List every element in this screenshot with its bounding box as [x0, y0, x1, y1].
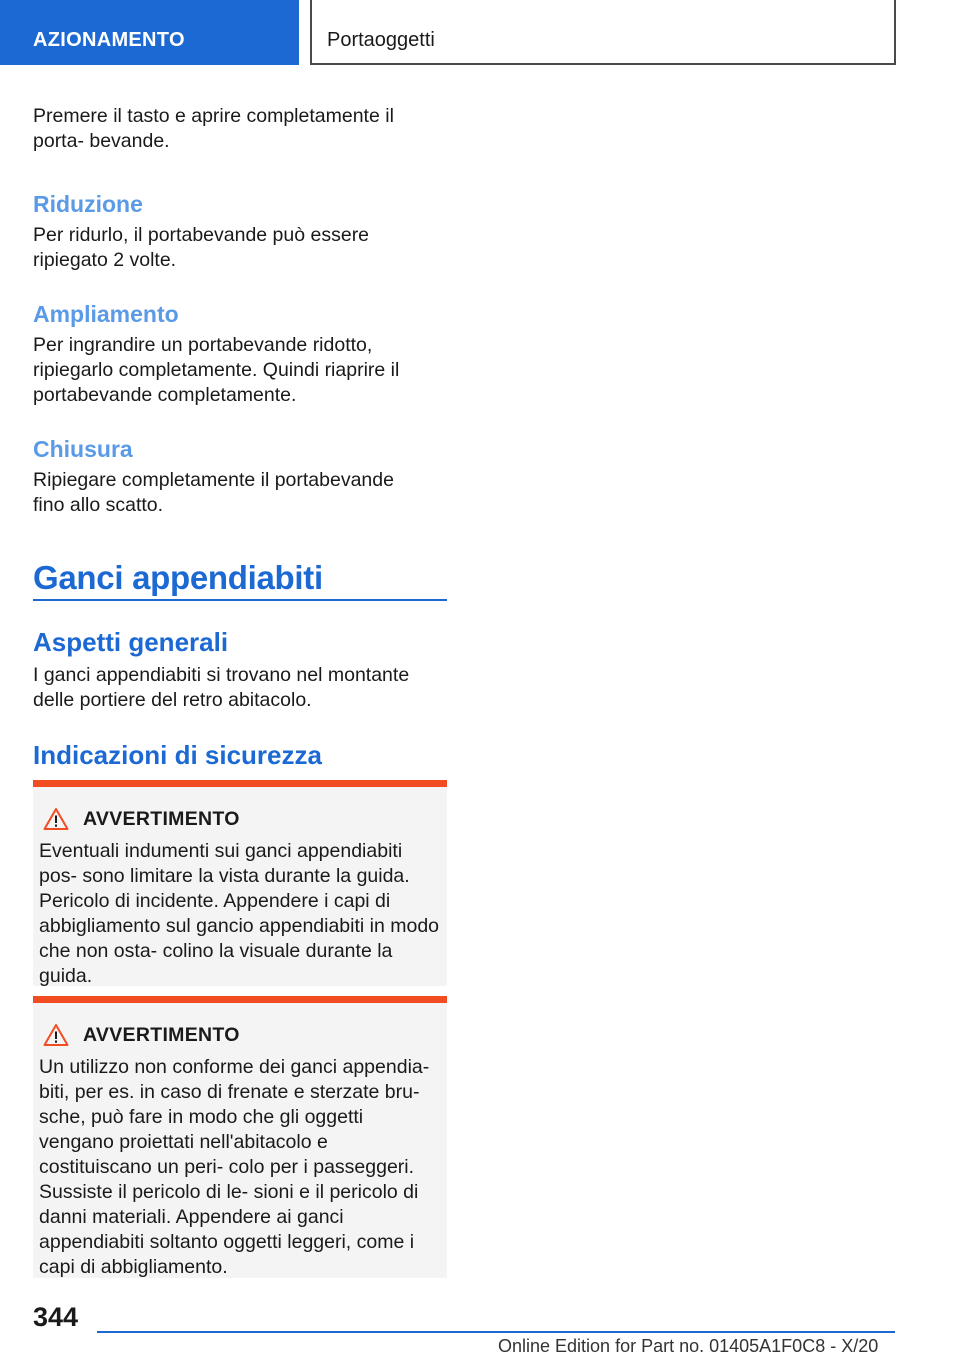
aspetti-section: [33, 626, 447, 713]
ganci-heading: Ganci appendiabiti: [33, 559, 323, 596]
warning-triangle-icon: [43, 1023, 69, 1047]
footer-edition: Online Edition for Part no. 01405A1F0C8 - X/20: [498, 1336, 879, 1356]
chiusura-text: Ripiegare completamente il portabevande fino allo scatto.: [33, 469, 394, 516]
sicurezza-heading: Indicazioni di sicurezza: [33, 740, 322, 770]
warning-header: [39, 1023, 441, 1047]
warning-header: [39, 807, 441, 831]
warning-triangle-icon: [43, 807, 69, 831]
intro-text: Premere il tasto e aprire completamente il porta- bevande.: [33, 105, 394, 152]
chapter-title: Portaoggetti: [310, 0, 896, 65]
warning-box: [33, 780, 447, 986]
page-number: 344: [33, 1302, 79, 1332]
aspetti-heading: Aspetti generali: [33, 627, 229, 657]
sicurezza-heading-block: [33, 739, 447, 771]
warning-title: AVVERTIMENTO: [83, 807, 240, 830]
warning-text: Un utilizzo non conforme dei ganci appendia- biti, per es. in caso di frenate e sterzate bru- sche, può fare in modo che gli oggetti vengano proiettati nell'abitacolo e costituiscano un peri- colo per i passeggeri. Sussiste il pericolo di le- sioni e il pericolo di danni materiali. Appendere ai ganci appendiabiti soltanto oggetti leggeri, come i capi di abbigliamento.: [39, 1056, 430, 1278]
ampliamento-section: [33, 300, 447, 408]
warning-title: AVVERTIMENTO: [83, 1023, 240, 1046]
riduzione-heading: Riduzione: [33, 191, 143, 217]
aspetti-text: I ganci appendiabiti si trovano nel montante delle portiere del retro abitacolo.: [33, 664, 410, 711]
warning-box: [33, 996, 447, 1278]
riduzione-text: Per ridurlo, il portabevande può essere ripiegato 2 volte.: [33, 224, 370, 271]
footer-rule: [97, 1331, 895, 1333]
ampliamento-text: Per ingrandire un portabevande ridotto, ripiegarlo completamente. Quindi riaprire il portabevande completamente.: [33, 334, 400, 406]
heading-rule: [33, 599, 447, 601]
chiusura-section: [33, 435, 447, 518]
intro-paragraph: [33, 104, 447, 154]
ampliamento-heading: Ampliamento: [33, 301, 179, 327]
chiusura-heading: Chiusura: [33, 436, 133, 462]
section-tab: AZIONAMENTO: [0, 0, 299, 65]
warning-text: Eventuali indumenti sui ganci appendiabiti pos- sono limitare la vista durante la guida. Pericolo di incidente. Appendere i capi di abbigliamento sul gancio appendiabiti in modo che non osta- colino la visuale durante la guida.: [39, 840, 440, 987]
riduzione-section: [33, 190, 447, 273]
ganci-heading-block: [33, 558, 447, 598]
